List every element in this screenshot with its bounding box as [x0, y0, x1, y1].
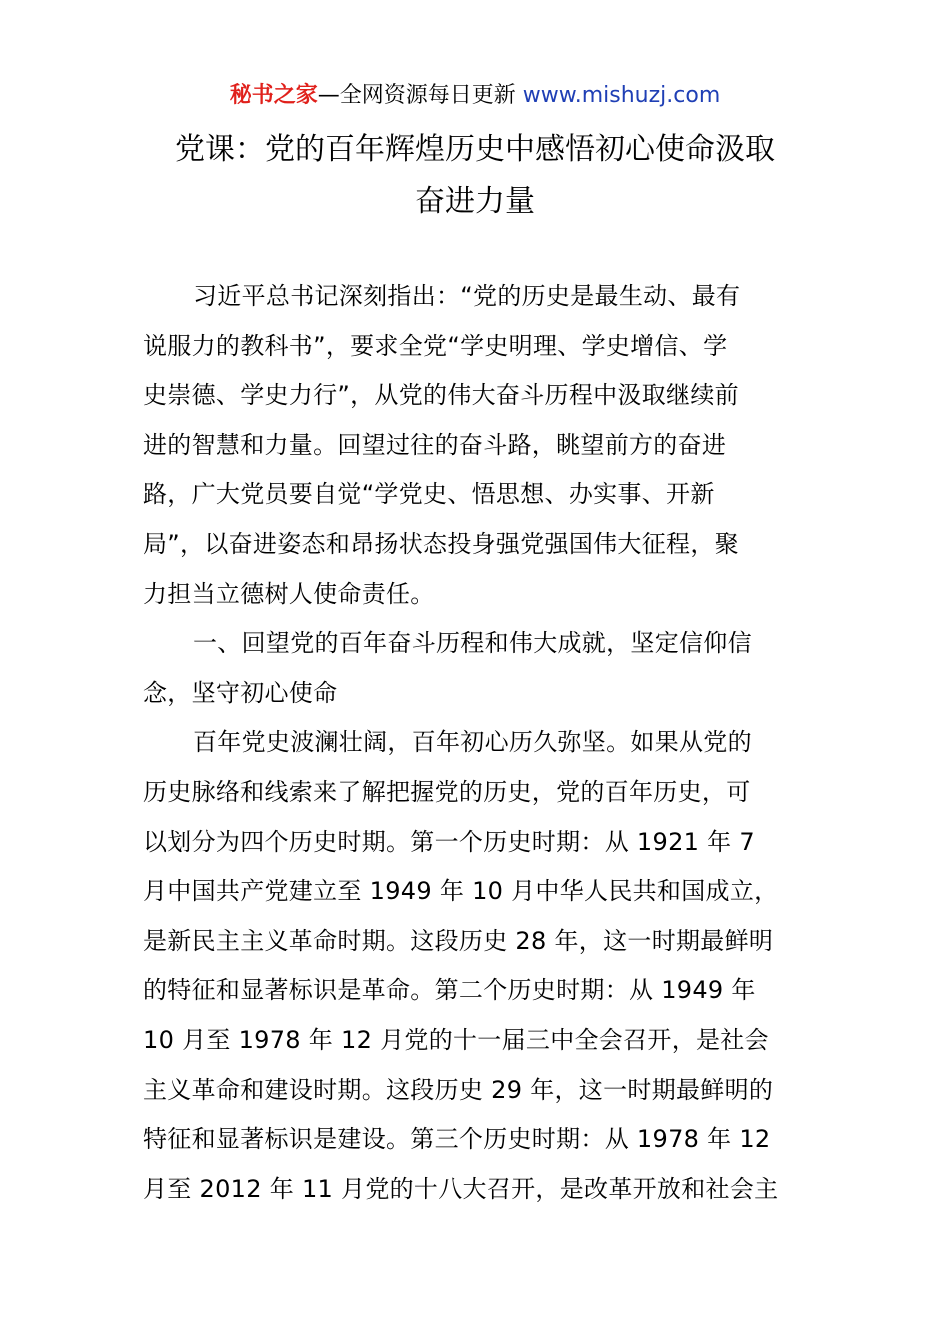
paragraph	[143, 272, 808, 619]
text-line: 一、回望党的百年奋斗历程和伟大成就，坚定信仰信	[193, 629, 752, 658]
text-line: 力担当立德树人使命责任。	[143, 579, 435, 608]
text-line: 10 月至 1978 年 12 月党的十一届三中全会召开，是社会	[143, 1025, 769, 1054]
text-line: 特征和显著标识是建设。第三个历史时期：从 1978 年 12	[143, 1125, 771, 1154]
text-line: 史崇德、学史力行”，从党的伟大奋斗历程中汲取继续前	[143, 381, 739, 410]
site-tagline: —全网资源每日更新	[317, 83, 523, 108]
text-line: 月至 2012 年 11 月党的十八大召开，是改革开放和社会主	[143, 1174, 779, 1203]
text-line: 进的智慧和力量。回望过往的奋斗路，眺望前方的奋进	[143, 430, 727, 459]
site-name: 秘书之家	[229, 83, 318, 108]
text-line: 的特征和显著标识是革命。第二个历史时期：从 1949 年	[143, 976, 756, 1005]
site-url-link[interactable]: www.mishuzj.com	[522, 83, 721, 108]
text-line: 历史脉络和线索来了解把握党的历史，党的百年历史，可	[143, 777, 751, 806]
section-heading	[143, 619, 808, 718]
paragraph	[143, 718, 808, 1214]
text-line: 以划分为四个历史时期。第一个历史时期：从 1921 年 7	[143, 827, 755, 856]
text-line: 月中国共产党建立至 1949 年 10 月中华人民共和国成立，	[143, 877, 779, 906]
text-line: 说服力的教科书”，要求全党“学史明理、学史增信、学	[143, 331, 728, 360]
text-line: 念，坚守初心使命	[143, 678, 338, 707]
title-line: 党课：党的百年辉煌历史中感悟初心使命汲取	[175, 132, 775, 167]
text-line: 百年党史波澜壮阔，百年初心历久弥坚。如果从党的	[193, 728, 752, 757]
text-line: 路，广大党员要自觉“学党史、悟思想、办实事、开新	[143, 480, 715, 509]
document-title	[120, 124, 830, 228]
text-line: 习近平总书记深刻指出：“党的历史是最生动、最有	[193, 282, 741, 310]
text-line: 主义革命和建设时期。这段历史 29 年，这一时期最鲜明的	[143, 1075, 774, 1104]
title-line: 奋进力量	[415, 184, 535, 219]
text-line: 是新民主主义革命时期。这段历史 28 年，这一时期最鲜明	[143, 926, 774, 955]
text-line: 局”，以奋进姿态和昂扬状态投身强党强国伟大征程，聚	[143, 529, 739, 558]
document-body	[143, 272, 808, 1214]
site-header	[0, 80, 950, 112]
